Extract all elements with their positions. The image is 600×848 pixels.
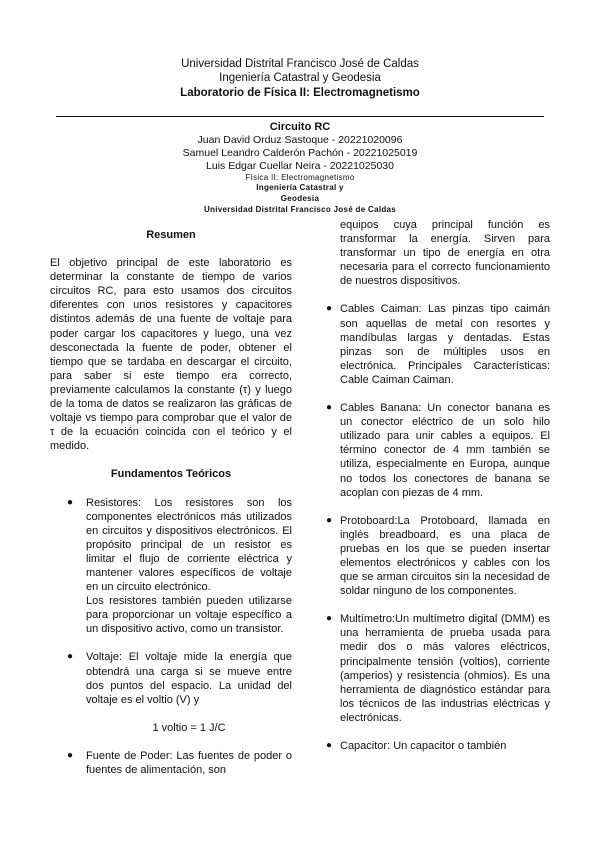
fuente-text-continued: equipos cuya principal función es transformar la energía. Sirven para transformar un tipo de energía en otra necesaria para el correcto funcionamiento de nuestros dispositivos.: [340, 219, 550, 288]
capacitor-text-start: Capacitor: Un capacitor o también: [340, 740, 507, 752]
multimetro-text: Multímetro:Un multímetro digital (DMM) es una herramienta de prueba usada para medir dos o más valores eléctricos, principalmente tensión (voltios), corriente (amperios) y resistencia (ohmios). Es una herramienta de diagnóstico estándar para los técnicos de las industrias eléctricas y electrónicas.: [340, 613, 550, 724]
list-item-resistores: [50, 496, 292, 637]
header-lab-title: Laboratorio de Física II: Electromagnetismo: [180, 87, 420, 99]
affiliation-course: Física II: Electromagnetismo: [245, 173, 355, 182]
bullet-icon: ●: [326, 613, 333, 625]
paper-title: Circuito RC: [269, 121, 331, 133]
author-1: Juan David Orduz Sastoque - 20221020096: [197, 134, 403, 146]
bullet-icon: ●: [326, 514, 333, 526]
list-item-fuente: [50, 749, 292, 777]
right-column: [324, 218, 550, 753]
banana-text: Cables Banana: Un conector banana es un conector eléctrico de un solo hilo utilizado para unir cables a equipos. El término conector de 4 mm también se utiliza, especialmente en Europa, aunque no todos los conectores de banana se acoplan con piezas de 4 mm.: [340, 402, 550, 499]
bullet-icon: ●: [67, 749, 74, 761]
affiliation-university: Universidad Distrital Francisco José de Caldas: [203, 205, 397, 214]
fundamentos-list-right: [324, 302, 550, 753]
list-item-caiman: [324, 302, 550, 387]
left-column: [50, 228, 292, 777]
voltaje-text: Voltaje: El voltaje mide la energía que obtendrá una carga si se mueve entre dos puntos del espacio. La unidad del voltaje es el voltio (V) y: [86, 651, 292, 706]
affiliation-program-line2: Geodesia: [280, 194, 320, 203]
protoboard-text: Protoboard:La Protoboard, llamada en inglés breadboard, es una placa de pruebas en los que se pueden insertar elementos electrónicos y cables con los que se arman circuitos sin la necesidad de soldar ninguno de los componentes.: [340, 514, 550, 598]
bullet-icon: ●: [67, 651, 74, 663]
bullet-icon: ●: [67, 496, 74, 508]
header-divider: [56, 116, 544, 117]
resistores-text-2: Los resistores también pueden utilizarse para proporcionar un voltaje específico a un dispositivo activo, como un transistor.: [86, 595, 292, 636]
voltage-equation: 1 voltio = 1 J/C: [152, 721, 226, 734]
bullet-icon: ●: [326, 740, 333, 751]
affiliation-program-line1: Ingeniería Catastral y: [256, 183, 344, 192]
author-2: Samuel Leandro Calderón Pachón - 20221025019: [182, 147, 418, 159]
fundamentos-heading: Fundamentos Teóricos: [110, 468, 232, 481]
bullet-icon: ●: [326, 402, 333, 414]
resumen-heading: Resumen: [146, 229, 196, 241]
list-item-multimetro: [324, 612, 550, 725]
author-3: Luis Edgar Cuellar Neira - 20221025030: [206, 160, 394, 172]
bullet-icon: ●: [326, 303, 333, 315]
list-item-voltaje: [50, 650, 292, 734]
resumen-text: El objetivo principal de este laboratorio es determinar la constante de tiempo de varios circuitos RC, para esto usamos dos circuitos diferentes con unos resistores y capacitores distintos además de una fuente de voltaje para poder cargar los capacitores y luego, una vez desconectada la fuente de poder, obtener el tiempo que se tardaba en descargar el circuito, para saber si este tiempo era correcto, previamente calculamos la constante (τ) y luego de la toma de datos se realizaron las gráficas de voltaje vs tiempo para comprobar que el valor de τ de la ecuación coincida con el teórico y el medido.: [50, 257, 292, 453]
caiman-text: Cables Caiman: Las pinzas tipo caimán son aquellas de metal con resortes y mandíbulas largas y dentadas. Estas pinzas son de múltiples usos en electrónica. Principales Características: Cable Caiman Caiman.: [340, 303, 550, 386]
fundamentos-list-left: [50, 496, 292, 778]
header-university: Universidad Distrital Francisco José de Caldas: [181, 58, 419, 70]
list-item-capacitor: [324, 739, 550, 753]
resistores-text-1: Resistores: Los resistores son los componentes electrónicos más utilizados en circuitos y dispositivos electrónicos. El propósito principal de un resistor es limitar el flujo de corriente eléctrica y mantener valores específicos de voltaje en un circuito electrónico.: [86, 496, 292, 594]
list-item-banana: [324, 401, 550, 500]
list-item-protoboard: [324, 514, 550, 599]
header-program: Ingeniería Catastral y Geodesia: [219, 72, 381, 84]
fuente-text-start: Fuente de Poder: Las fuentes de poder o fuentes de alimentación, son: [86, 749, 292, 776]
